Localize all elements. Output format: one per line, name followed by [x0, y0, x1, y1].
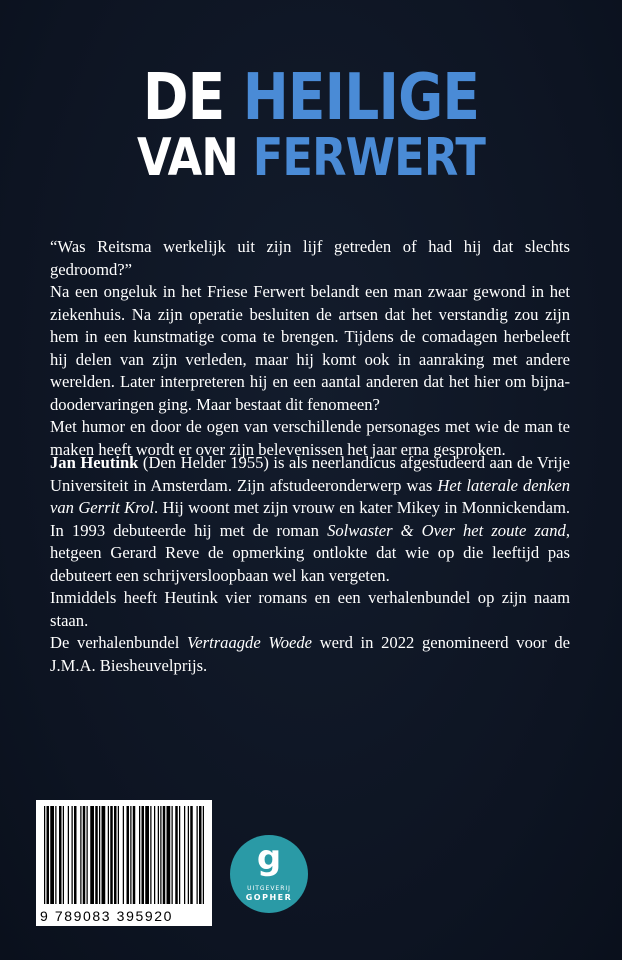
- debut-title: Solwaster & Over het zoute zand: [327, 520, 566, 540]
- synopsis-quote: “Was Reitsma werkelijk uit zijn lijf getreden of had hij dat slechts gedroomd?”: [50, 237, 570, 279]
- author-bio-text-5: werd in 2022 genomineerd voor de J.M.A. Biesheuvelprijs.: [50, 633, 571, 675]
- publisher-logo-letter: g: [256, 838, 282, 878]
- title-word-ferwert: FERWERT: [252, 128, 486, 188]
- title-word-de: DE: [142, 61, 225, 135]
- synopsis-paragraph-2: Met humor en door de ogen van verschillende personages met wie de man te maken heeft wordt er over zijn belevenissen het jaar erna gesproken.: [50, 417, 570, 459]
- author-bio-text-4: De verhalenbundel: [50, 633, 187, 652]
- author-name: Jan Heutink: [50, 453, 139, 472]
- author-bio-text-3: , hetgeen Gerard Reve de opmerking ontlokte dat wie op die leeftijd pas debuteert een schrijversloopbaan wel kan vergeten.: [50, 520, 570, 585]
- publisher-name-line-2: GOPHER: [245, 893, 293, 902]
- synopsis-paragraph-1: Na een ongeluk in het Friese Ferwert belandt een man zwaar gewond in het ziekenhuis. Na zijn operatie besluiten de artsen dat het verstandig zou zijn hem in een kunstmatige coma te brengen. Tijdens de comadagen herbeleeft hij delen van zijn verleden, maar hij komt ook in aanraking met andere werelden. Later interpreteren hij en een aantal anderen dat het hier om bijna-doodervaringen ging. Maar bestaat dit fenomeen?: [50, 282, 570, 414]
- isbn-number: 9 789083 395920: [40, 908, 173, 924]
- title-word-heilige: HEILIGE: [242, 61, 480, 135]
- title-line-2: [44, 128, 579, 188]
- title-line-1: [44, 61, 579, 135]
- synopsis: [50, 236, 570, 461]
- thesis-title: Het laterale denken van Gerrit Krol: [50, 475, 570, 517]
- author-bio-paragraph-3: [50, 632, 570, 677]
- bundle-title: Vertraagde Woede: [186, 633, 313, 652]
- author-bio-paragraph-2: Inmiddels heeft Heutink vier romans en een verhalenbundel op zijn naam staan.: [50, 588, 570, 630]
- publisher-name-line-1: UITGEVERIJ: [247, 885, 291, 892]
- author-bio: [50, 452, 570, 677]
- author-bio-text-2: . Hij woont met zijn vrouw en kater Mikey in Monnickendam. In 1993 debuteerde hij met de roman: [50, 498, 571, 540]
- author-bio-paragraph-1: [50, 452, 570, 587]
- barcode-bars: [36, 800, 212, 908]
- title-word-van: VAN: [136, 128, 238, 188]
- author-bio-text-1: (Den Helder 1955) is als neerlandicus afgestudeerd aan de Vrije Universiteit in Amsterdam. Zijn afstudeeronderwerp was: [50, 453, 570, 495]
- publisher-logo: [230, 835, 308, 913]
- isbn-barcode: [36, 800, 212, 926]
